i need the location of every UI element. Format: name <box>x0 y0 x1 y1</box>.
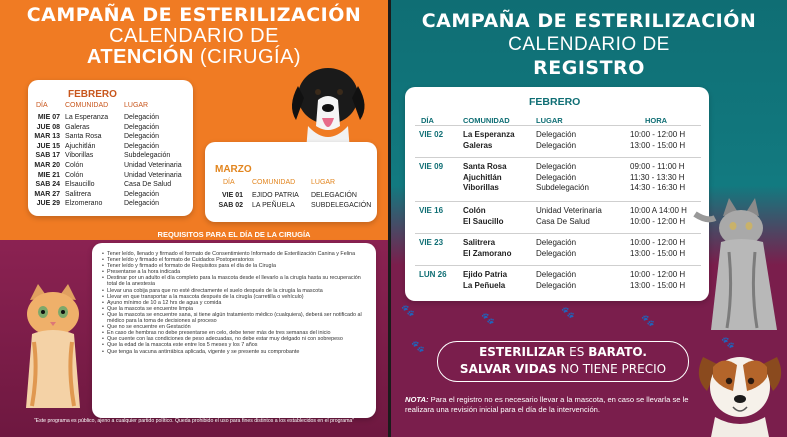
row-place: Delegación <box>124 142 160 150</box>
right-title-campaign: CAMPAÑA DE ESTERILIZACIÓN <box>421 10 757 32</box>
row-place: Subdelegación <box>124 152 171 160</box>
row-community: Ajuchitlán <box>65 142 96 150</box>
row-day: MAR 20 <box>34 162 60 169</box>
paw-icon: 🐾 <box>721 337 735 349</box>
row-hour-column <box>630 162 685 194</box>
february-surgery-card <box>28 80 193 216</box>
paw-icon: 🐾 <box>411 341 425 353</box>
row-day: MAR 13 <box>34 133 60 141</box>
slogan-word-sterilize: ESTERILIZAR <box>479 345 566 359</box>
reg-header-place: LUGAR <box>536 116 563 125</box>
row-place: Delegación <box>536 280 577 290</box>
row-community-column <box>463 162 507 194</box>
note-text: Para el registro no es necesario llevar a la mascota, en caso se llevarla se le realizara una revisión inicial para el día de la intervención. <box>405 395 689 414</box>
cat-photo <box>693 192 787 332</box>
row-place-column <box>536 238 576 259</box>
row-place: Unidad Veterinaria <box>124 171 182 179</box>
requirement-item: • Que cuente con las condiciones de peso adecuadas, no debe estar muy delgado ni con sobrepeso <box>102 336 370 342</box>
requirement-item: • En caso de hembras no debe presentarse en celo, debe tener más de tres semanas del inicio <box>102 330 370 336</box>
row-day: JUE 08 <box>36 123 60 131</box>
row-community: Colón <box>65 171 84 179</box>
paw-icon: 🐾 <box>481 313 495 325</box>
left-title-calendar: CALENDARIO DE <box>109 25 279 47</box>
row-hour: 14:30 - 16:30 H <box>630 183 686 192</box>
table-row <box>205 192 377 201</box>
row-place-column <box>536 130 576 151</box>
row-place: Casa De Salud <box>124 181 172 189</box>
registration-note <box>405 395 701 415</box>
row-place: Delegación <box>124 200 160 208</box>
reg-header-hour: HORA <box>645 116 668 125</box>
row-day: SAB 02 <box>218 201 243 209</box>
registration-card <box>405 87 709 301</box>
puppy-photo <box>693 347 787 437</box>
kitten-photo <box>18 282 88 410</box>
row-community: Viborillas <box>463 183 499 192</box>
row-day: MIE 07 <box>37 114 60 121</box>
left-title-campaign: CAMPAÑA DE ESTERILIZACIÓN <box>26 4 362 26</box>
requirement-item: • Llevar una cobija para que no esté directamente el suelo después de la cirugía la mascota <box>102 288 370 294</box>
row-community-column <box>463 130 515 151</box>
row-day: VIE 09 <box>419 162 444 171</box>
mar-header-place: LUGAR <box>311 179 336 186</box>
march-surgery-card <box>205 142 377 222</box>
row-hour: 13:00 - 15:00 H <box>630 280 686 290</box>
mar-header-day: DÍA <box>223 179 235 186</box>
row-hour-column <box>630 206 687 227</box>
slogan-word-is: ES <box>565 345 589 359</box>
slogan-word-cheap: BARATO. <box>588 345 647 359</box>
row-day: VIE 02 <box>419 130 444 139</box>
table-row <box>415 125 701 157</box>
row-community: Colón <box>65 162 84 169</box>
requirements-card <box>92 230 376 418</box>
table-row <box>205 202 377 211</box>
row-hour: 13:00 - 15:00 H <box>630 140 686 150</box>
row-place: Delegación <box>124 123 160 131</box>
row-community: Salitrera <box>65 190 92 198</box>
row-community: El Zamorano <box>463 248 512 258</box>
march-month-label: MARZO <box>215 164 252 175</box>
row-place: Unidad Veterinaria <box>124 162 182 169</box>
row-hour: 10:00 - 12:00 H <box>630 270 686 279</box>
row-hour: 10:00 - 12:00 H <box>630 130 686 139</box>
slogan-line-1 <box>438 345 688 359</box>
row-day: JUE 29 <box>36 200 60 208</box>
row-place: Delegación <box>536 162 577 171</box>
row-hour: 10:00 - 12:00 H <box>630 238 686 247</box>
row-community: Elsaucillo <box>65 181 95 189</box>
row-day: VIE 16 <box>419 206 444 215</box>
slogan-word-save-lives: SALVAR VIDAS <box>459 362 557 376</box>
table-row <box>28 114 193 124</box>
row-place: Delegación <box>124 133 160 141</box>
requirement-item: • Destinar por un adulto el día completo para la mascota desde el llevarlo a la cirugía hasta su recuperación total de la anestesia <box>102 275 370 287</box>
row-community: Colón <box>463 206 486 215</box>
slogan-line-2 <box>438 362 688 376</box>
row-community: Galeras <box>463 140 493 150</box>
row-community: Ajuchitlán <box>463 172 502 182</box>
row-place: Delegación <box>536 238 577 247</box>
row-day: MIE 21 <box>37 171 60 179</box>
row-day: SAB 17 <box>35 152 60 160</box>
february-month-label: FEBRERO <box>68 89 117 100</box>
program-disclaimer: "Este programa es público, ajeno a cualquier partido político. Queda prohibido el uso para fines distintos a los establecidos en el programa" <box>33 418 355 424</box>
row-community: Viborillas <box>65 152 94 160</box>
row-hour-column <box>630 270 685 291</box>
requirement-item: • Presentarse a la hora indicada <box>102 269 370 275</box>
note-label: NOTA: <box>405 395 429 404</box>
table-row <box>28 162 193 172</box>
right-title-registration: REGISTRO <box>533 57 645 79</box>
row-place: Unidad Veterinaria <box>536 206 602 215</box>
row-community: La Esperanza <box>463 130 515 139</box>
row-place: Delegación <box>536 172 577 182</box>
row-hour: 10:00 - 12:00 H <box>630 216 686 226</box>
registration-month-label: FEBRERO <box>529 96 581 108</box>
row-day: VIE 01 <box>221 192 243 199</box>
row-place: Casa De Salud <box>536 216 590 226</box>
reg-header-day: DÍA <box>421 116 434 125</box>
row-day: LUN 26 <box>419 270 447 279</box>
reg-header-community: COMUNIDAD <box>463 116 510 125</box>
requirement-item: • Ayuno mínimo de 10 a 12 hrs de agua y comida <box>102 300 370 306</box>
row-hour: 09:00 - 11:00 H <box>630 162 685 171</box>
requirement-item: • Que la mascota se encuentre sana, si tiene algún tratamiento médico (cualquiera), deberá ser notificado al médico para la toma de decisiones al proceso <box>102 312 370 324</box>
feb-header-day: DÍA <box>36 102 48 109</box>
table-row <box>415 201 701 233</box>
row-community: La Esperanza <box>65 114 109 121</box>
requirements-title: REQUISITOS PARA EL DÍA DE LA CIRUGÍA <box>157 230 311 239</box>
row-community: Galeras <box>65 123 90 131</box>
row-community: El Saucillo <box>463 216 504 226</box>
row-community: Salitrera <box>463 238 496 247</box>
row-place: Delegación <box>536 270 577 279</box>
poster-surgery-calendar <box>0 0 388 437</box>
paw-icon: 🐾 <box>561 307 575 319</box>
slogan-word-priceless: NO TIENE PRECIO <box>556 362 667 376</box>
row-place-column <box>536 270 576 291</box>
row-community: Santa Rosa <box>463 162 507 171</box>
poster-registration-calendar <box>391 0 787 437</box>
row-community: La Peñuela <box>463 280 506 290</box>
slogan-box <box>437 341 689 382</box>
row-community: Ejido Patria <box>463 270 508 279</box>
row-place-column <box>536 162 589 194</box>
row-place: DELEGACIÓN <box>311 192 357 199</box>
row-hour-column <box>630 238 685 259</box>
table-row <box>28 172 193 182</box>
row-community-column <box>463 270 507 291</box>
row-day: MAR 27 <box>34 190 60 198</box>
paw-icon: 🐾 <box>641 315 655 327</box>
table-row <box>28 143 193 153</box>
row-place: Delegación <box>536 130 577 139</box>
row-hour: 13:00 - 15:00 H <box>630 248 686 258</box>
requirement-item: • Que la edad de la mascota este entre los 5 meses y los 7 años <box>102 342 370 348</box>
row-place: Delegación <box>536 248 577 258</box>
feb-header-place: LUGAR <box>124 102 149 109</box>
table-row <box>415 157 701 201</box>
table-row <box>28 152 193 162</box>
row-place: SUBDELEGACIÓN <box>311 201 372 209</box>
row-hour-column <box>630 130 685 151</box>
table-row <box>28 191 193 201</box>
row-place: Delegación <box>124 114 160 121</box>
row-hour: 10:00 A 14:00 H <box>630 206 687 215</box>
table-row <box>28 181 193 191</box>
requirement-item: • Llevar en que transportar a la mascota después de la cirugía (carretilla o vehículo) <box>102 294 370 300</box>
row-community: LA PEÑUELA <box>252 201 295 209</box>
table-row <box>28 200 193 210</box>
row-community: Santa Rosa <box>65 133 102 141</box>
row-day: SAB 24 <box>35 181 60 189</box>
paw-icon: 🐾 <box>401 305 415 317</box>
requirement-item: • Que la mascota se encuentre limpia <box>102 306 370 312</box>
requirement-item: • Tener leído y firmado el formato de Requisitos para el día de la Cirugía <box>102 263 370 269</box>
row-community-column <box>463 206 503 227</box>
row-place: Delegación <box>536 140 577 150</box>
left-title-attention-bold: ATENCIÓN <box>86 46 194 68</box>
row-hour: 11:30 - 13:30 H <box>630 172 685 182</box>
requirement-item: • Tener leído y firmado el formato de Cuidados Postoperatorios <box>102 257 370 263</box>
row-place: Subdelegación <box>536 183 589 192</box>
mar-header-community: COMUNIDAD <box>252 179 296 186</box>
requirement-item: • Que tenga la vacuna antirrábica aplicada, vigente y se presente su comprobante <box>102 349 370 355</box>
row-day: VIE 23 <box>419 238 444 247</box>
row-place-column <box>536 206 602 227</box>
right-title-calendar: CALENDARIO DE <box>508 34 670 55</box>
row-community-column <box>463 238 511 259</box>
row-community: EJIDO PATRIA <box>252 192 299 199</box>
row-community: Elzomerano <box>65 200 103 208</box>
row-place: Delegación <box>124 190 160 198</box>
table-row <box>415 233 701 265</box>
feb-header-community: COMUNIDAD <box>65 102 109 109</box>
row-day: JUE 15 <box>36 142 60 150</box>
table-row <box>415 265 701 297</box>
left-title-attention-rest: (CIRUGÍA) <box>193 46 302 68</box>
table-row <box>28 124 193 134</box>
requirement-item: • Tener leído, llenado y firmado el formato de Consentimiento Informado de Esterilización Canina y Felina <box>102 251 370 257</box>
requirements-list <box>102 251 370 355</box>
table-row <box>28 133 193 143</box>
requirement-item: • Que no se encuentre en Gestación <box>102 324 370 330</box>
